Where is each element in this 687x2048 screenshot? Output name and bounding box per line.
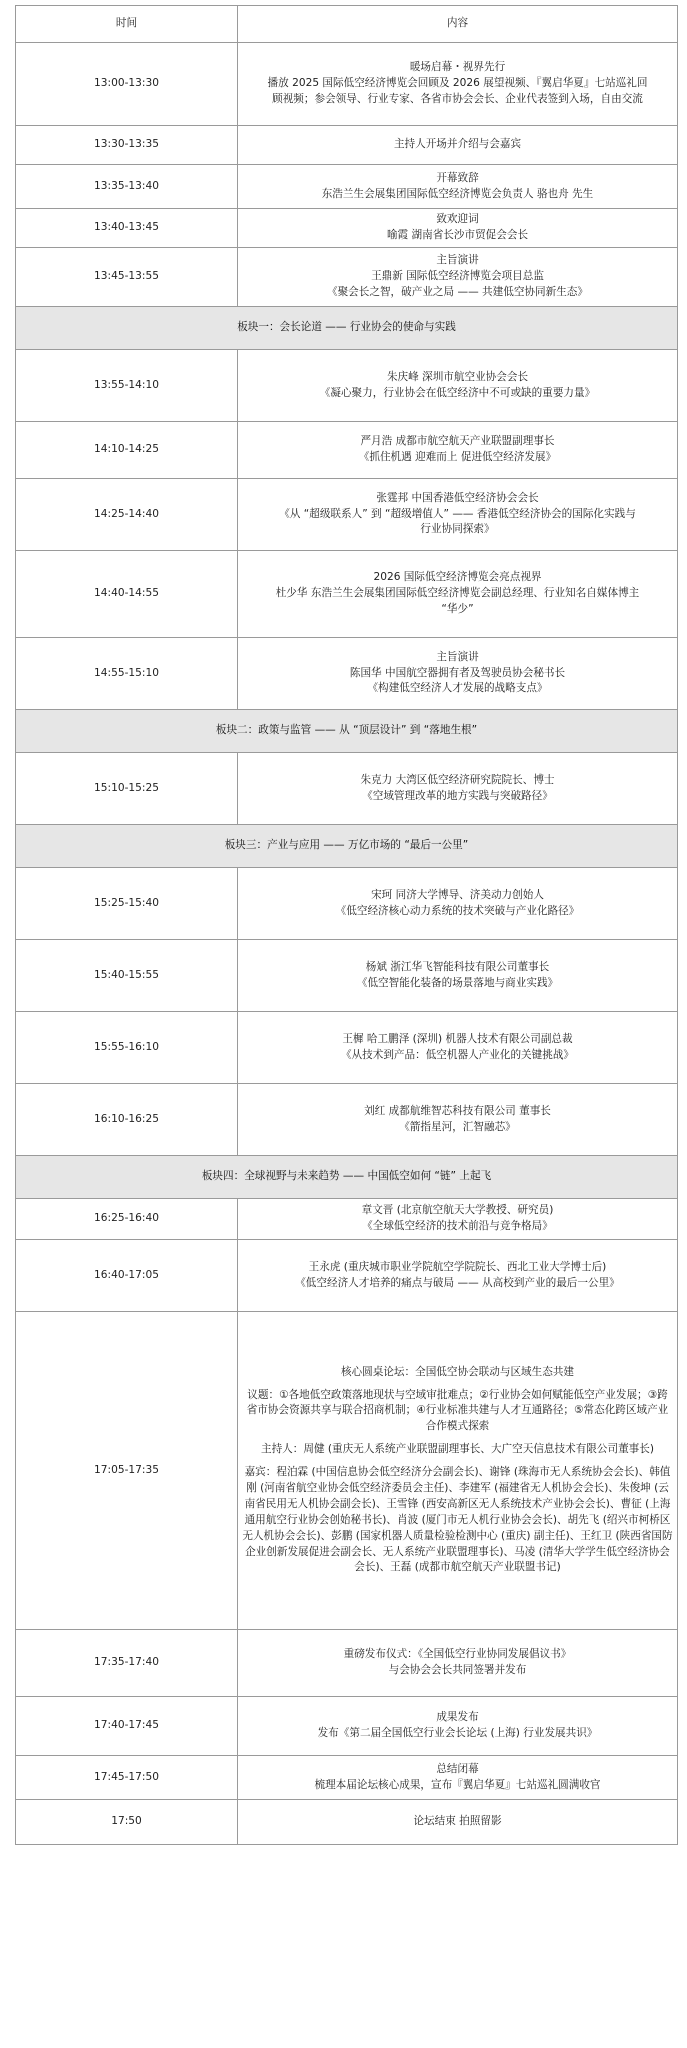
time-cell: 16:25-16:40: [16, 1199, 238, 1240]
content-line: 《低空经济核心动力系统的技术突破与产业化路径》: [335, 904, 580, 917]
content-paragraph: 议题：①各地低空政策落地现状与空域审批难点；②行业协会如何赋能低空产业发展；③跨省市协会资源共享与联合招商机制；④行业标准共建与人才互通路径；⑤常态化跨区域产业合作模式探索: [246, 1388, 669, 1433]
agenda-row: [16, 753, 678, 825]
time-cell: 17:35-17:40: [16, 1630, 238, 1697]
agenda-body: [16, 43, 678, 1845]
content-line: 成果发布: [436, 1711, 479, 1724]
content-cell: [238, 940, 678, 1012]
content-line: 主旨演讲: [436, 254, 479, 267]
content-line: 2026 国际低空经济博览会亮点视界: [373, 571, 542, 584]
time-cell: 14:10-14:25: [16, 422, 238, 479]
section-title: 板块四：全球视野与未来趋势 —— 中国低空如何 “链” 上起飞: [16, 1156, 678, 1199]
agenda-row: [16, 165, 678, 209]
time-cell: 14:25-14:40: [16, 479, 238, 551]
agenda-row: [16, 1630, 678, 1697]
content-line: 《聚会长之智，破产业之局 —— 共建低空协同新生态》: [327, 285, 588, 298]
content-cell: [238, 248, 678, 307]
agenda-row: [16, 868, 678, 940]
time-cell: 13:45-13:55: [16, 248, 238, 307]
section-title: 板块一：会长论道 —— 行业协会的使命与实践: [16, 307, 678, 350]
agenda-row: [16, 248, 678, 307]
agenda-row: [16, 638, 678, 710]
content-line: 《低空经济人才培养的痛点与破局 —— 从高校到产业的最后一公里》: [295, 1276, 620, 1289]
content-line: 开幕致辞: [436, 171, 479, 184]
content-paragraph: 核心圆桌论坛：全国低空协会联动与区域生态共建: [340, 1365, 575, 1378]
content-line: 发布《第二届全国低空行业会长论坛 (上海) 行业发展共识》: [317, 1727, 598, 1739]
header-content: 内容: [238, 6, 678, 43]
content-cell: [238, 1800, 678, 1845]
content-cell: [238, 43, 678, 126]
content-cell: [238, 1084, 678, 1156]
time-cell: 16:40-17:05: [16, 1240, 238, 1312]
content-line: 总结闭幕: [436, 1762, 479, 1775]
content-cell: [238, 1312, 678, 1630]
agenda-row: [16, 1800, 678, 1845]
time-cell: 17:40-17:45: [16, 1697, 238, 1756]
time-cell: 13:55-14:10: [16, 350, 238, 422]
agenda-row: [16, 1697, 678, 1756]
content-cell: [238, 868, 678, 940]
content-line: 杜少华 东浩兰生会展集团国际低空经济博览会副总经理、行业知名自媒体博主: [275, 587, 640, 600]
table-header-row: [16, 6, 678, 43]
agenda-row: [16, 1240, 678, 1312]
content-line: 《从 “超级联系人” 到 “超级增值人” —— 香港低空经济协会的国际化实践与: [279, 507, 636, 520]
content-cell: [238, 1012, 678, 1084]
agenda-row: [16, 1199, 678, 1240]
agenda-row: [16, 479, 678, 551]
content-paragraph: 嘉宾：程泊霖 (中国信息协会低空经济分会副会长)、谢锋 (珠海市无人系统协会会长)、韩值刚 (河南省航空业协会低空经济委员会主任)、李建军 (福建省无人机协会会长)、朱俊坤 (云南省民用无人机协会副会长)、王雪锋 (西安高新区无人系统技术产业协会会长)、曹征 (上海通用航空行业协会创始秘书长)、肖波 (厦门市无人机行业协会会长)、胡先飞 (绍兴市柯桥区无人机协会会长)、彭鹏 (国家机器人质量检验检测中心 (重庆) 副主任)、王红卫 (陕西省国防企业创新发展促进会副会长、无人系统产业联盟理事长)、马凌 (清华大学学生低空经济协会会长)、王磊 (成都市航空航天产业联盟书记): [242, 1466, 673, 1574]
content-line: 《全球低空经济的技术前沿与竞争格局》: [362, 1220, 553, 1232]
content-line: 暖场启幕・视界先行: [409, 61, 506, 74]
content-line: 章文晋 (北京航空航天大学教授、研究员): [361, 1204, 554, 1217]
content-line: 主持人开场并介绍与会嘉宾: [393, 138, 522, 151]
time-cell: 17:50: [16, 1800, 238, 1845]
content-line: 《低空智能化装备的场景落地与商业实践》: [356, 976, 559, 989]
agenda-row: [16, 940, 678, 1012]
content-line: 杨斌 浙江华飞智能科技有限公司董事长: [365, 960, 550, 973]
time-cell: 16:10-16:25: [16, 1084, 238, 1156]
content-line: 梳理本届论坛核心成果，宣布『翼启华夏』七站巡礼圆满收官: [314, 1778, 601, 1791]
agenda-row: [16, 422, 678, 479]
content-cell: [238, 126, 678, 165]
agenda-row: [16, 1312, 678, 1630]
content-cell: [238, 1756, 678, 1800]
content-line: 朱庆峰 深圳市航空业协会会长: [386, 370, 529, 383]
content-line: “华少”: [441, 602, 474, 615]
content-line: 致欢迎词: [436, 213, 479, 226]
content-line: 《抓住机遇 迎难而上 促进低空经济发展》: [358, 451, 557, 463]
section-row: [16, 825, 678, 868]
agenda-row: [16, 43, 678, 126]
content-line: 王鼎新 国际低空经济博览会项目总监: [371, 270, 544, 283]
agenda-row: [16, 126, 678, 165]
time-cell: 17:05-17:35: [16, 1312, 238, 1630]
content-line: 顾视频；参会领导、行业专家、各省市协会会长、企业代表签到入场，自由交流: [272, 92, 643, 105]
section-row: [16, 1156, 678, 1199]
time-cell: 15:40-15:55: [16, 940, 238, 1012]
content-line: 《箭指星河，汇智融芯》: [399, 1120, 516, 1133]
content-cell: [238, 479, 678, 551]
agenda-table: [15, 5, 678, 1845]
section-row: [16, 710, 678, 753]
time-cell: 13:30-13:35: [16, 126, 238, 165]
section-row: [16, 307, 678, 350]
time-cell: 14:40-14:55: [16, 551, 238, 638]
content-cell: [238, 753, 678, 825]
content-cell: [238, 209, 678, 248]
content-line: 东浩兰生会展集团国际低空经济博览会负责人 骆也舟 先生: [321, 187, 594, 200]
content-line: 喻霞 湖南省长沙市贸促会会长: [386, 229, 529, 241]
content-line: 行业协同探索》: [420, 523, 495, 536]
content-line: 张霆邦 中国香港低空经济协会会长: [376, 491, 539, 504]
time-cell: 15:55-16:10: [16, 1012, 238, 1084]
content-line: 播放 2025 国际低空经济博览会回顾及 2026 展望视频、『翼启华夏』七站巡礼回: [267, 77, 648, 90]
content-line: 《从技术到产品：低空机器人产业化的关键挑战》: [340, 1048, 575, 1061]
agenda-row: [16, 1756, 678, 1800]
agenda-row: [16, 1012, 678, 1084]
content-cell: [238, 1199, 678, 1240]
agenda-row: [16, 209, 678, 248]
time-cell: 15:25-15:40: [16, 868, 238, 940]
content-line: 与会协会会长共同签署并发布: [388, 1664, 527, 1676]
content-cell: [238, 638, 678, 710]
content-cell: [238, 165, 678, 209]
content-line: 《凝心聚力，行业协会在低空经济中不可或缺的重要力量》: [319, 386, 596, 399]
content-line: 朱克力 大湾区低空经济研究院院长、博士: [360, 773, 555, 786]
time-cell: 13:00-13:30: [16, 43, 238, 126]
content-cell: [238, 1697, 678, 1756]
content-line: 刘红 成都航维智芯科技有限公司 董事长: [364, 1104, 551, 1117]
content-line: 主旨演讲: [436, 650, 479, 663]
content-line: 《空域管理改革的地方实践与突破路径》: [362, 789, 553, 802]
time-cell: 14:55-15:10: [16, 638, 238, 710]
content-line: 《构建低空经济人才发展的战略支点》: [367, 682, 548, 695]
time-cell: 13:40-13:45: [16, 209, 238, 248]
header-time: 时间: [16, 6, 238, 43]
agenda-row: [16, 350, 678, 422]
content-line: 论坛结束 拍照留影: [413, 1815, 502, 1828]
time-cell: 17:45-17:50: [16, 1756, 238, 1800]
content-cell: [238, 551, 678, 638]
content-cell: [238, 1630, 678, 1697]
section-title: 板块二：政策与监管 —— 从 “顶层设计” 到 “落地生根”: [16, 710, 678, 753]
content-line: 陈国华 中国航空器拥有者及驾驶员协会秘书长: [349, 666, 566, 679]
content-line: 重磅发布仪式：《全国低空行业协同发展倡议书》: [343, 1648, 572, 1661]
content-line: 严月浩 成都市航空航天产业联盟副理事长: [360, 435, 555, 448]
content-line: 宋珂 同济大学博导、济美动力创始人: [371, 888, 544, 901]
section-title: 板块三：产业与应用 —— 万亿市场的 “最后一公里”: [16, 825, 678, 868]
content-paragraph: 主持人：周健 (重庆无人系统产业联盟副理事长、大广空天信息技术有限公司董事长): [260, 1443, 654, 1456]
agenda-row: [16, 551, 678, 638]
time-cell: 15:10-15:25: [16, 753, 238, 825]
time-cell: 13:35-13:40: [16, 165, 238, 209]
content-cell: [238, 1240, 678, 1312]
content-line: 王樨 哈工鹏泽 (深圳) 机器人技术有限公司副总裁: [342, 1032, 573, 1045]
content-cell: [238, 422, 678, 479]
agenda-row: [16, 1084, 678, 1156]
content-cell: [238, 350, 678, 422]
content-line: 王永虎 (重庆城市职业学院航空学院院长、西北工业大学博士后): [308, 1260, 607, 1273]
